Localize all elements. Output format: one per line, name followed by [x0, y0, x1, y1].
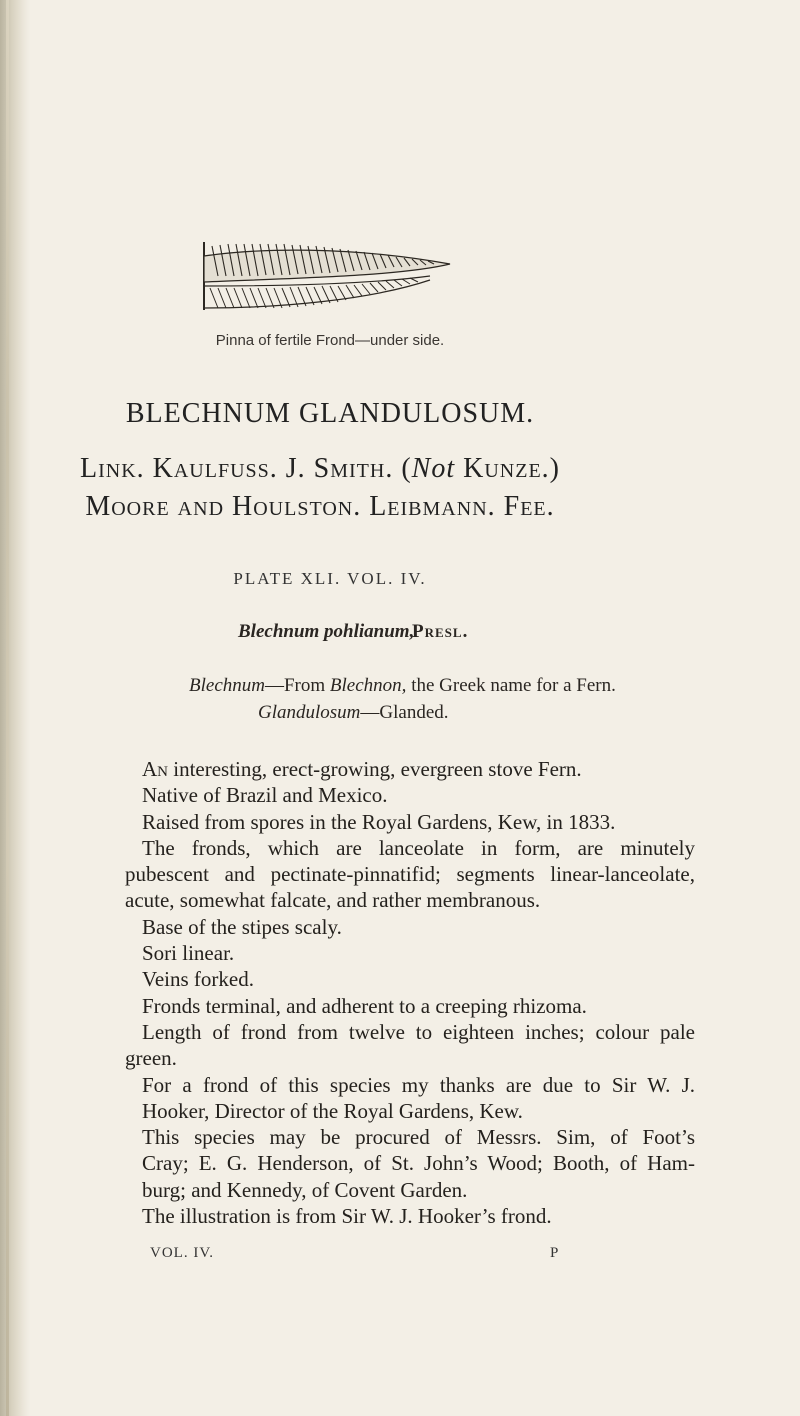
body-line [125, 756, 695, 782]
etymology-text: —From [264, 675, 330, 696]
body-line: Native of Brazil and Mexico. [142, 783, 388, 808]
etymology-term-2: Glandulosum [258, 702, 361, 723]
body-line: Base of the stipes scaly. [142, 914, 342, 939]
description-body [125, 756, 695, 1229]
etymology-term: Blechnum [189, 675, 265, 696]
body-line: The fronds, which are lanceolate in form, are minutely [142, 835, 695, 860]
authority-text-a: Link. Kaulfuss. J. Smith. ( [79, 453, 412, 484]
body-line: Cray; E. G. Henderson, of St. John’s Wood; Booth, of Ham- [142, 1151, 695, 1176]
page-gutter [0, 0, 30, 1416]
fern-pinna-illustration [200, 236, 460, 316]
footer-volume: VOL. IV. [150, 1245, 214, 1261]
body-line: The illustration is from Sir W. J. Hooker’s frond. [142, 1204, 552, 1229]
etymology-line-1 [189, 675, 616, 697]
body-line: Fronds terminal, and adherent to a creeping rhizoma. [142, 993, 587, 1018]
authority-line-1 [0, 453, 640, 485]
body-line: acute, somewhat falcate, and rather membranous. [125, 888, 541, 913]
body-line: This species may be procured of Messrs. Sim, of Foot’s [142, 1125, 695, 1150]
body-line: For a frond of this species my thanks are due to Sir W. J. [142, 1072, 695, 1097]
synonym-author: Presl. [412, 621, 469, 642]
footer-signature: P [550, 1245, 560, 1261]
body-line: pubescent and pectinate-pinnatifid; segments linear-lanceolate, [125, 862, 695, 887]
authority-line-2: Moore and Houlston. Leibmann. Fee. [85, 491, 555, 522]
body-line: Veins forked. [142, 967, 254, 992]
etymology-line-2 [258, 702, 449, 724]
body-line: Length of frond from twelve to eighteen inches; colour pale [142, 1019, 695, 1044]
etymology-text-3: —Glanded. [360, 702, 449, 723]
species-title: BLECHNUM GLANDULOSUM. [125, 398, 535, 429]
etymology-greek-term: Blechnon, [329, 675, 407, 696]
authority-not: Not [411, 453, 456, 484]
drop-word: An [142, 757, 168, 781]
synonym-name: Blechnum pohlianum, [238, 621, 415, 642]
body-line: Raised from spores in the Royal Gardens, Kew, in 1833. [142, 809, 616, 834]
body-line: green. [125, 1046, 177, 1071]
authority-text-b: Kunze.) [455, 453, 561, 484]
body-line: burg; and Kennedy, of Covent Garden. [142, 1177, 468, 1202]
figure-caption: Pinna of fertile Frond—under side. [215, 332, 445, 349]
body-line: Sori linear. [142, 941, 235, 966]
binding-edge [6, 0, 9, 1416]
body-line-text: interesting, erect-growing, evergreen stove Fern. [168, 757, 582, 781]
body-line: Hooker, Director of the Royal Gardens, Kew. [142, 1098, 523, 1123]
plate-reference: PLATE XLI. VOL. IV. [233, 569, 427, 588]
etymology-text-2: the Greek name for a Fern. [406, 675, 616, 696]
